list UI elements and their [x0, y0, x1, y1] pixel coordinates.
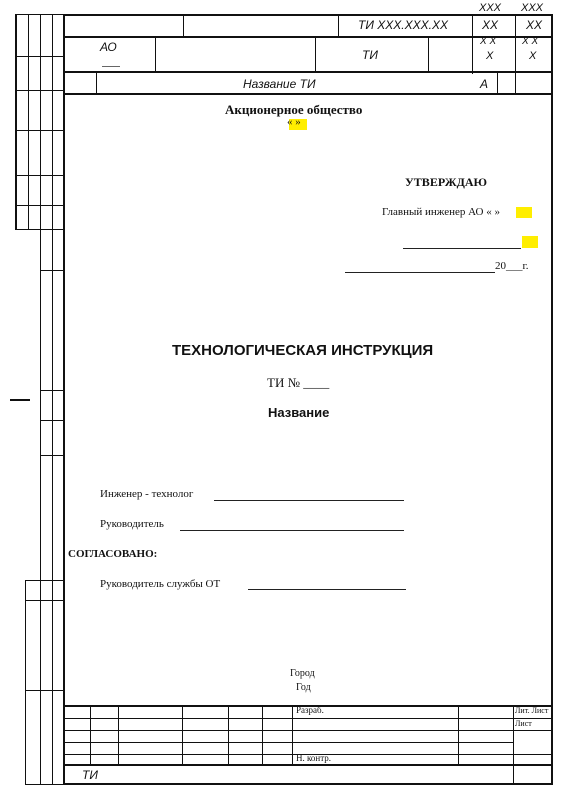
- bottom-ti: ТИ: [82, 768, 98, 782]
- bottom-row-text-1: Разраб.: [296, 705, 324, 715]
- top-xxx-2: XXX: [521, 2, 544, 14]
- cell-xx-a: X X: [480, 36, 497, 47]
- ot-head-label: Руководитель службы ОТ: [100, 578, 221, 590]
- engineer-line: [214, 500, 404, 501]
- org-quote-text: « »: [287, 116, 301, 128]
- year: Год: [296, 682, 311, 693]
- engineer-label: Инженер - технолог: [100, 488, 194, 500]
- chief-highlight: [516, 207, 532, 218]
- bottom-right-1: Лит. Лист: [515, 706, 549, 715]
- approval-date-line: [345, 272, 495, 273]
- doc-name: Название: [268, 405, 330, 420]
- approval-title: УТВЕРЖДАЮ: [405, 175, 488, 189]
- bottom-right-2: Лист: [515, 719, 532, 728]
- cell-ti: ТИ: [362, 48, 378, 62]
- head-line: [180, 530, 404, 531]
- top-xx-2: XX: [526, 18, 543, 32]
- top-xx-1: XX: [482, 18, 499, 32]
- cell-ao: АО: [100, 40, 117, 54]
- doc-number: ТИ № ____: [267, 375, 330, 390]
- ot-head-line: [248, 589, 406, 590]
- org-name: Акционерное общество: [225, 102, 363, 117]
- doc-title: ТЕХНОЛОГИЧЕСКАЯ ИНСТРУКЦИЯ: [172, 342, 434, 359]
- approval-signature-line: [403, 248, 521, 249]
- top-xxx-1: XXX: [479, 2, 502, 14]
- chief-engineer-label: Главный инженер АО « »: [382, 206, 500, 218]
- doc-code: ТИ XXX.XXX.XX: [358, 18, 448, 32]
- city: Город: [290, 668, 315, 679]
- name-label: Название ТИ: [243, 77, 316, 91]
- head-label: Руководитель: [100, 518, 164, 530]
- letter-cell: А: [480, 77, 489, 91]
- approval-date: 20___г.: [495, 260, 529, 272]
- signature-highlight: [522, 236, 538, 248]
- cell-x-b: X: [529, 50, 537, 62]
- cell-x-a: X: [486, 50, 494, 62]
- bottom-row-text-2: Н. контр.: [296, 753, 332, 763]
- agreed-label: СОГЛАСОВАНО:: [68, 548, 158, 560]
- cell-xx-b: X X: [522, 36, 539, 47]
